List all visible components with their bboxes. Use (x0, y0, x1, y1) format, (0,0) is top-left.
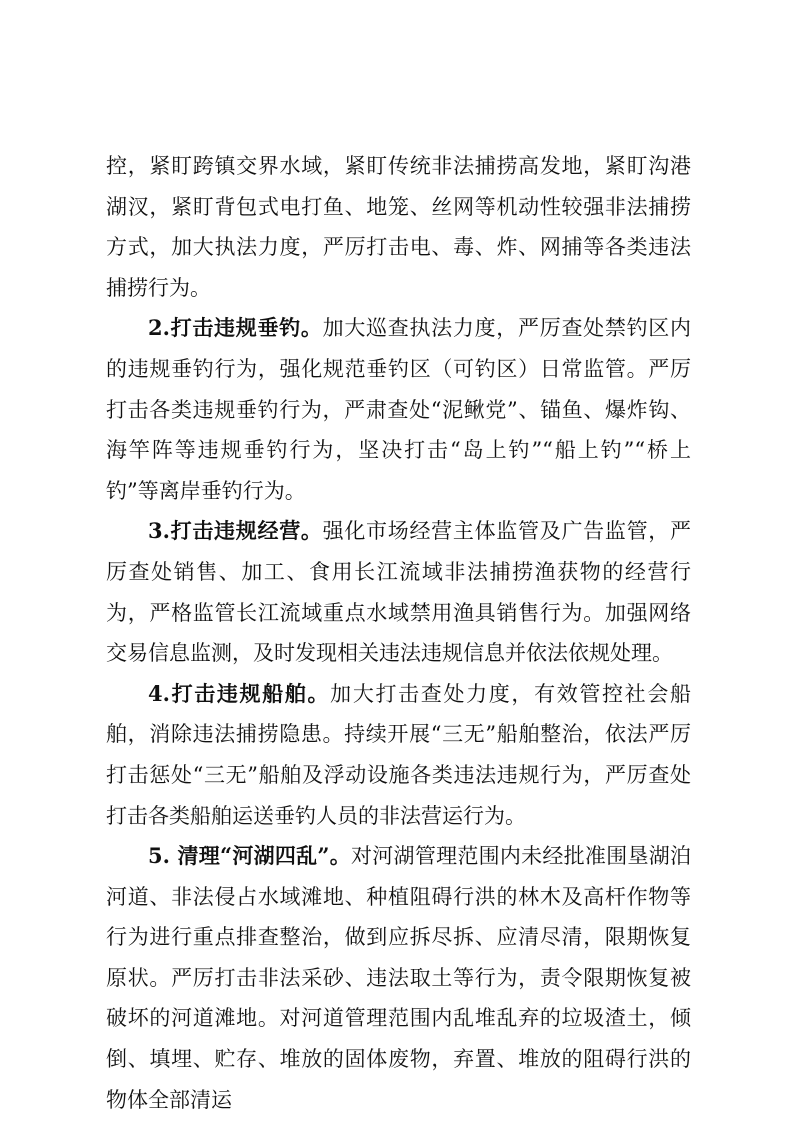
paragraph-continuation (106, 146, 691, 308)
paragraph-text: 加大打击查处力度，有效管控社会船舶，消除违法捕捞隐患。持续开展“三无”船舶整治，依法严厉打击惩处“三无”船舶及浮动设施各类违法违规行为，严厉查处打击各类船舶运送垂钓人员的非法营运行为。 (106, 681, 691, 828)
paragraph-illegal-fishing (106, 308, 691, 511)
paragraph-heading: 5. 清理“河湖四乱”。 (148, 843, 352, 869)
paragraph-illegal-vessels (106, 674, 691, 836)
paragraph-heading: 3.打击违规经营。 (148, 518, 323, 544)
paragraph-text: 加大巡查执法力度，严厉查处禁钓区内的违规垂钓行为，强化规范垂钓区（可钓区）日常监管。严厉打击各类违规垂钓行为，严肃查处“泥鳅党”、锚鱼、爆炸钩、海竿阵等违规垂钓行为，坚决打击“岛上钓”“船上钓”“桥上钓”等离岸垂钓行为。 (106, 316, 691, 503)
paragraph-text: 控，紧盯跨镇交界水域，紧盯传统非法捕捞高发地，紧盯沟港湖汊，紧盯背包式电打鱼、地笼、丝网等机动性较强非法捕捞方式，加大执法力度，严厉打击电、毒、炸、网捕等各类违法捕捞行为。 (106, 154, 691, 300)
paragraph-river-lake-cleanup (106, 836, 691, 1120)
document-body (106, 146, 691, 1120)
paragraph-heading: 2.打击违规垂钓。 (148, 315, 323, 341)
paragraph-text: 对河湖管理范围内未经批准围垦湖泊河道、非法侵占水域滩地、种植阻碍行洪的林木及高杆作物等行为进行重点排查整治，做到应拆尽拆、应清尽清，限期恢复原状。严厉打击非法采砂、违法取土等行为，责令限期恢复被破坏的河道滩地。对河道管理范围内乱堆乱弃的垃圾渣土，倾倒、填埋、贮存、堆放的固体废物，弃置、堆放的阻碍行洪的物体全部清运 (106, 844, 691, 1112)
paragraph-illegal-business (106, 511, 691, 673)
paragraph-heading: 4.打击违规船舶。 (148, 680, 331, 706)
paragraph-text: 强化市场经营主体监管及广告监管，严厉查处销售、加工、食用长江流域非法捕捞渔获物的经营行为，严格监管长江流域重点水域禁用渔具销售行为。加强网络交易信息监测，及时发现相关违法违规信息并依法依规处理。 (106, 519, 691, 666)
